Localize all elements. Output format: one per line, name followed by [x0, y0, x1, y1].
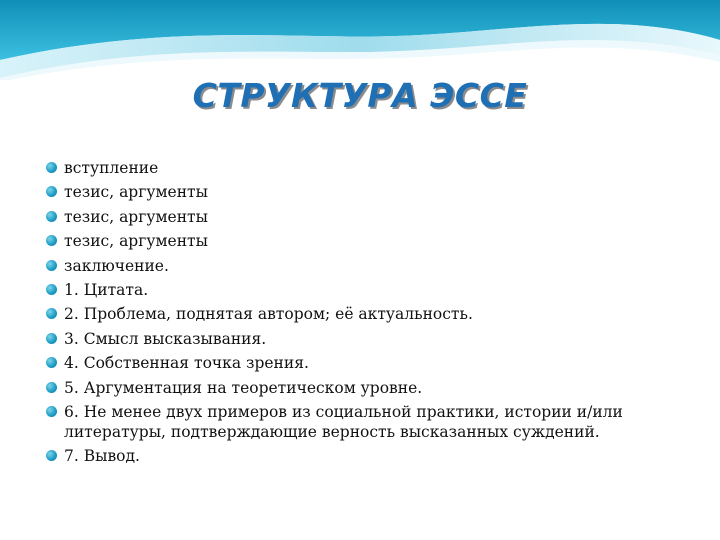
list-item-text: 7. Вывод.	[64, 447, 140, 466]
round-bullet-icon	[46, 308, 57, 319]
list-item-text: 1. Цитата.	[64, 280, 149, 299]
list-item-text: тезис, аргументы	[64, 183, 208, 202]
list-item	[46, 378, 686, 398]
list-item	[46, 402, 686, 442]
list-item-text: вступление	[64, 159, 159, 177]
list-item-text: 6. Не менее двух примеров из социальной практики, истории и/или литературы, подтверждающие верность высказанных суждений.	[64, 402, 623, 441]
round-bullet-icon	[46, 235, 57, 246]
wave-header-decoration	[0, 0, 720, 80]
list-item-text: заключение.	[64, 256, 169, 275]
round-bullet-icon	[46, 406, 57, 417]
round-bullet-icon	[46, 162, 57, 173]
list-item	[46, 353, 686, 373]
list-item-text: 5. Аргументация на теоретическом уровне.	[64, 378, 423, 397]
list-item-text: 4. Собственная точка зрения.	[64, 354, 309, 373]
list-item-text: 2. Проблема, поднятая автором; её актуальность.	[64, 305, 473, 324]
round-bullet-icon	[46, 450, 57, 461]
list-item	[46, 207, 686, 227]
round-bullet-icon	[46, 333, 57, 344]
list-item	[46, 231, 686, 251]
slide-title: СТРУКТУРА ЭССЕ	[192, 76, 528, 115]
list-item	[46, 256, 686, 276]
round-bullet-icon	[46, 382, 57, 393]
list-item-text: тезис, аргументы	[64, 232, 208, 251]
list-item	[46, 158, 686, 178]
list-item	[46, 182, 686, 202]
list-item	[46, 329, 686, 349]
round-bullet-icon	[46, 260, 57, 271]
bullet-list	[46, 158, 686, 471]
list-item-text: тезис, аргументы	[64, 207, 208, 226]
round-bullet-icon	[46, 284, 57, 295]
round-bullet-icon	[46, 211, 57, 222]
list-item	[46, 446, 686, 466]
list-item	[46, 280, 686, 300]
list-item-text: 3. Смысл высказывания.	[64, 329, 267, 348]
round-bullet-icon	[46, 357, 57, 368]
list-item	[46, 304, 686, 324]
round-bullet-icon	[46, 186, 57, 197]
